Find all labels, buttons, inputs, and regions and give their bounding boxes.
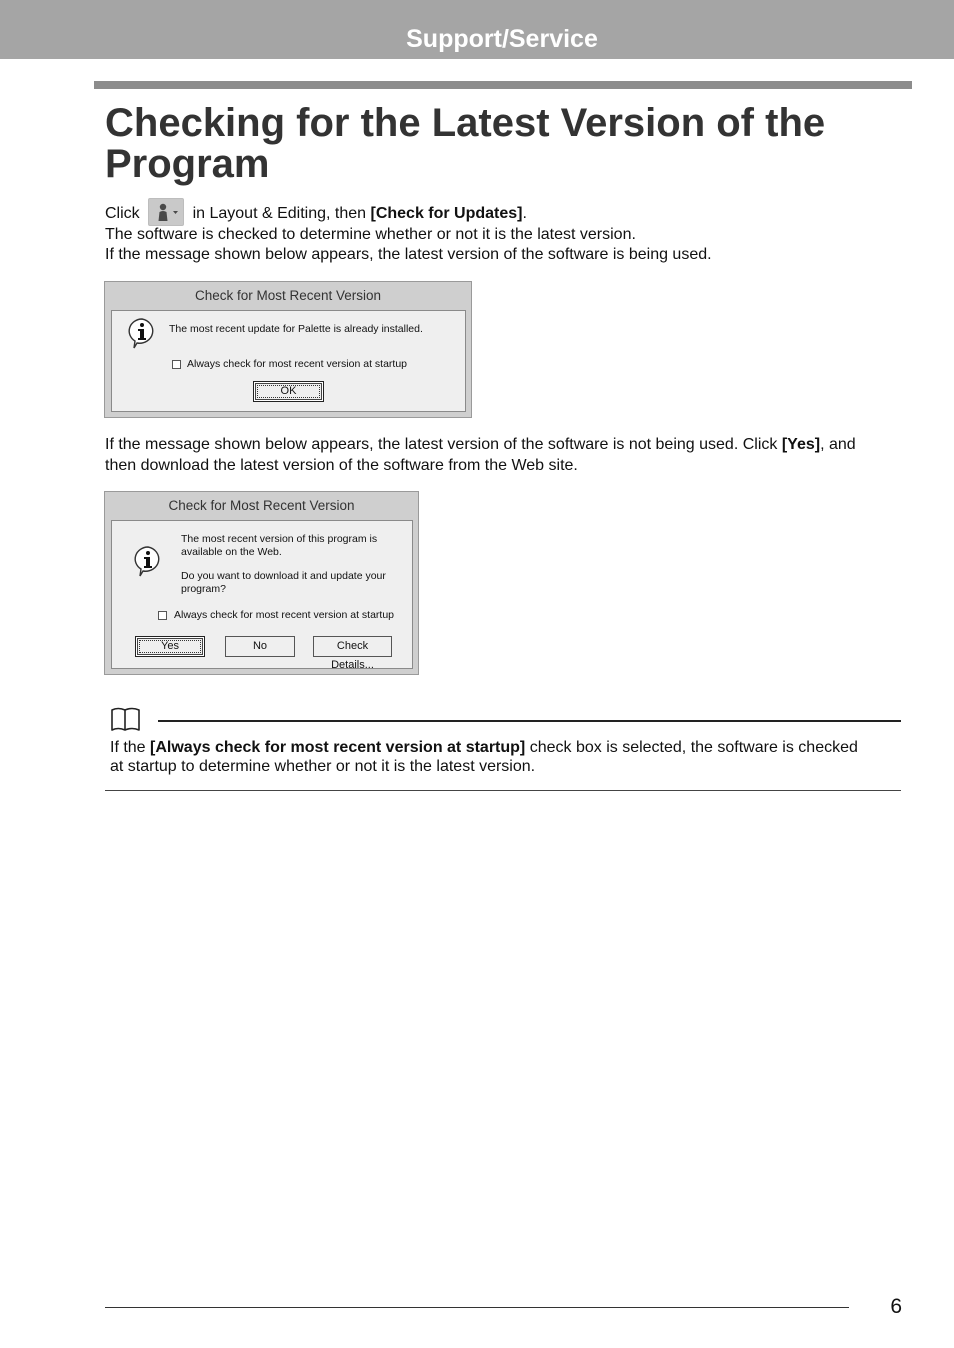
info-icon	[125, 316, 159, 350]
dialog-body	[111, 310, 466, 412]
intro-location-text: in Layout & Editing, then	[192, 205, 367, 223]
note-text: If the	[110, 739, 146, 756]
user-icon	[149, 199, 183, 225]
note-option-label: [Always check for most recent version at startup]	[150, 739, 526, 756]
check-details-button[interactable]	[313, 636, 392, 671]
book-icon	[110, 706, 142, 732]
section-header	[0, 0, 954, 59]
info-icon	[131, 544, 165, 578]
yes-label: Yes	[161, 640, 179, 652]
dialog-title: Check for Most Recent Version	[194, 288, 382, 303]
yes-label-ref: [Yes]	[781, 436, 821, 453]
note-text-after: check box is selected, the software is checked	[529, 739, 858, 756]
check-details-label: Check Details...	[331, 640, 374, 671]
footer-rule	[105, 1307, 849, 1308]
yes-button[interactable]	[135, 636, 205, 657]
message-line2: available on the Web.	[181, 546, 282, 558]
dialog-title: Check for Most Recent Version	[168, 498, 355, 513]
dialog-message: The most recent update for Palette is already installed.	[169, 323, 423, 335]
user-menu-button[interactable]	[148, 198, 184, 226]
page-title: Checking for the Latest Version of the Program	[105, 101, 826, 186]
title-rule	[94, 81, 912, 89]
intro-line3: If the message shown below appears, the latest version of the software is being used.	[105, 246, 712, 263]
para2-line2: then download the latest version of the software from the Web site.	[105, 457, 578, 474]
startup-check-checkbox[interactable]	[172, 360, 181, 369]
message-line1: The most recent version of this program is	[181, 533, 378, 545]
note-rule-bottom	[105, 790, 901, 791]
dialog-question	[181, 570, 386, 596]
note-line1	[110, 738, 858, 758]
dialog-update-available	[104, 491, 419, 675]
note-rule-top	[158, 720, 901, 722]
dialog-message	[181, 533, 377, 559]
focus-ring	[257, 385, 320, 398]
ok-label: OK	[280, 385, 297, 397]
question-line2: program?	[181, 583, 226, 595]
para2-text-after: , and	[820, 436, 856, 453]
note-line2: at startup to determine whether or not it is the latest version.	[110, 758, 536, 775]
no-label: No	[252, 640, 268, 652]
dialog-body	[111, 520, 413, 669]
focus-ring	[139, 640, 201, 653]
question-line1: Do you want to download it and update your	[181, 570, 386, 582]
intro-line2: The software is checked to determine whether or not it is the latest version.	[105, 226, 636, 243]
dialog-up-to-date	[104, 281, 472, 418]
checkbox-label: Always check for most recent version at startup	[187, 358, 408, 370]
check-for-updates-label: [Check for Updates]	[370, 205, 523, 223]
no-button[interactable]	[225, 636, 295, 657]
page-number: 6	[890, 1295, 902, 1318]
intro-click-text: Click	[105, 205, 140, 223]
checkbox-label: Always check for most recent version at startup	[174, 609, 395, 621]
para2-text: If the message shown below appears, the latest version of the software is not being used. Click	[105, 436, 778, 453]
startup-check-checkbox[interactable]	[158, 611, 167, 620]
para2-line1	[105, 435, 856, 455]
ok-button[interactable]	[253, 381, 324, 402]
chevron-down-icon	[173, 211, 178, 214]
intro-line1	[105, 200, 527, 228]
intro-period: .	[522, 205, 527, 223]
section-title: Support/Service	[406, 25, 598, 53]
